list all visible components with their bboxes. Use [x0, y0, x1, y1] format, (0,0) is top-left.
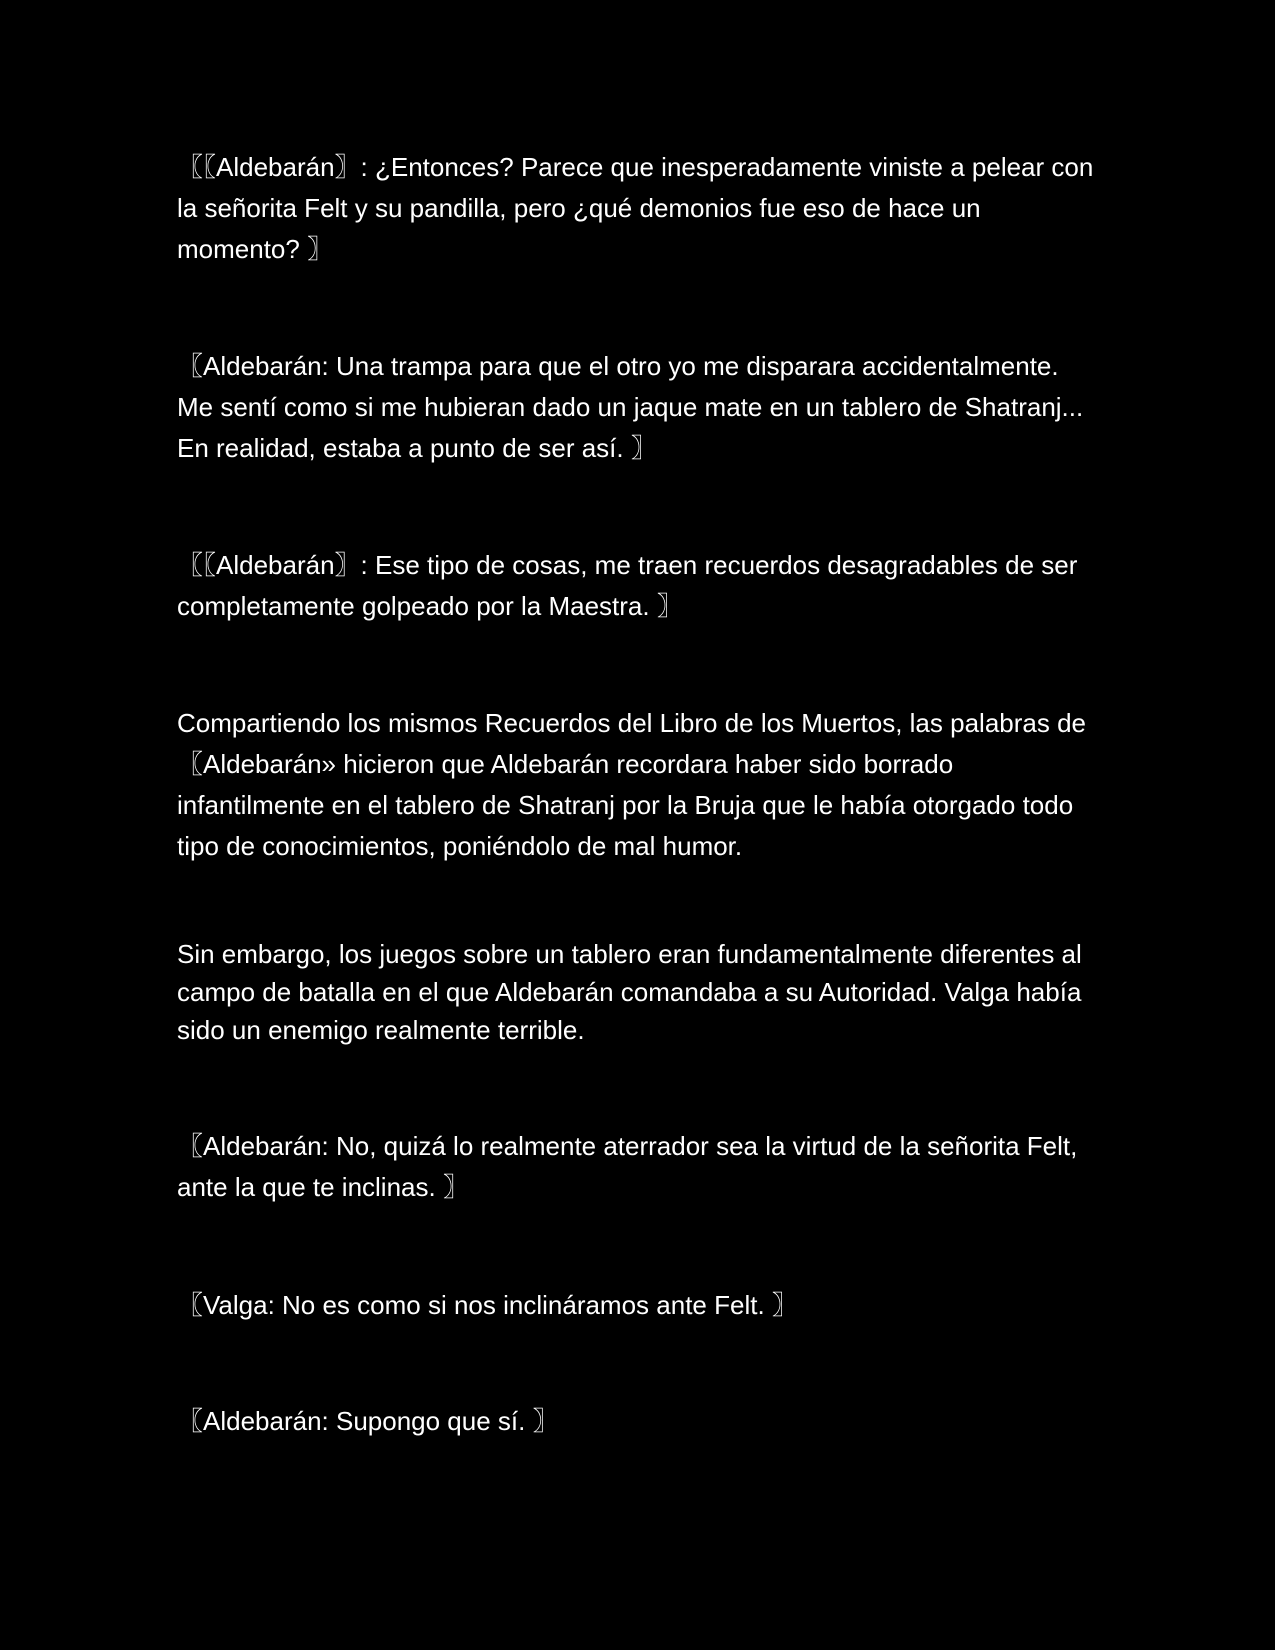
narration-paragraph: Sin embargo, los juegos sobre un tablero eran fundamentalmente diferentes al campo de batalla en el que Aldebarán comandaba a su Autoridad. Valga había sido un enemigo realmente terrible.: [177, 939, 1082, 1045]
dialogue-paragraph: 〖〖Aldebarán〗: Ese tipo de cosas, me traen recuerdos desagradables de ser completamente golpeado por la Maestra. 〗: [177, 550, 1078, 621]
narration-paragraph: Compartiendo los mismos Recuerdos del Libro de los Muertos, las palabras de 〖Aldebarán» hicieron que Aldebarán recordara haber sido borrado infantilmente en el tablero de Shatranj por la Bruja que le había otorgado todo tipo de conocimientos, poniéndolo de mal humor.: [177, 708, 1086, 861]
dialogue-paragraph: 〖〖Aldebarán〗: ¿Entonces? Parece que inesperadamente viniste a pelear con la señorita Felt y su pandilla, pero ¿qué demonios fue eso de hace un momento? 〗: [177, 152, 1094, 264]
dialogue-paragraph: 〖Aldebarán: No, quizá lo realmente aterrador sea la virtud de la señorita Felt, ante la que te inclinas. 〗: [177, 1131, 1078, 1202]
dialogue-paragraph: 〖Aldebarán: Una trampa para que el otro yo me disparara accidentalmente. Me sentí como si me hubieran dado un jaque mate en un tablero de Shatranj... En realidad, estaba a punto de ser así. 〗: [177, 351, 1084, 463]
dialogue-paragraph: 〖Aldebarán: Supongo que sí. 〗: [177, 1406, 559, 1436]
dialogue-paragraph: 〖Valga: No es como si nos inclináramos ante Felt. 〗: [177, 1290, 798, 1320]
